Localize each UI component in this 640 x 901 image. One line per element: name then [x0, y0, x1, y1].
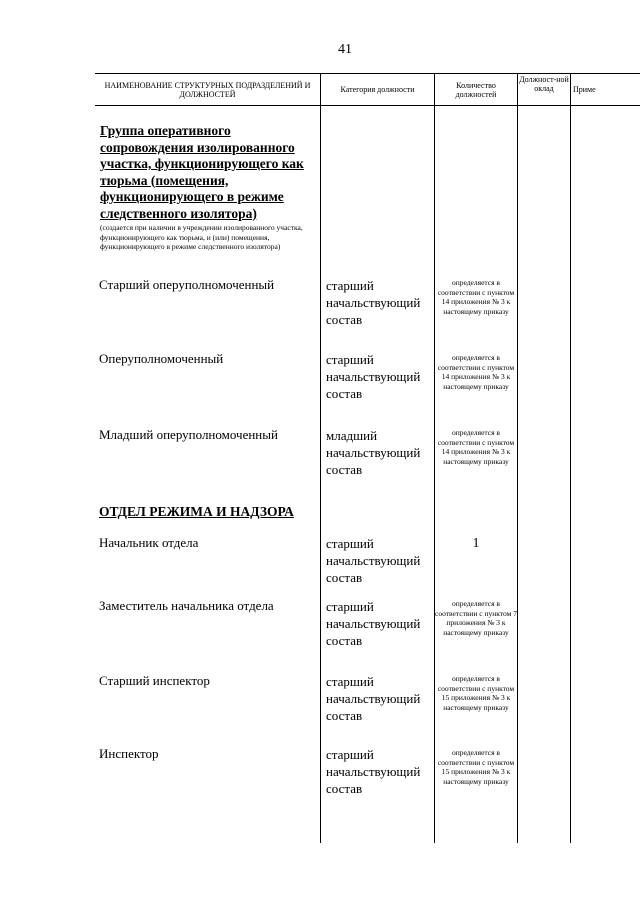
header-category: Категория должности [340, 85, 415, 94]
header-count: Количество должностей [455, 81, 497, 99]
col-divider-salary [517, 73, 518, 843]
group-note: (создается при наличии в учреждении изолированного участка, функционирующего как тюрьма, и (или) помещения, функционирующего в режиме следственного изолятора) [100, 223, 303, 252]
header-salary: Должност-ной оклад [519, 75, 569, 93]
row-category: старший начальствующий состав [326, 352, 421, 401]
group-title: Группа оперативного сопровождения изолированного участка, функционирующего как тюрьма (помещения, функционирующего в режиме следственного изолятора) [100, 123, 304, 221]
col-divider-category [320, 73, 321, 843]
row-name: Оперуполномоченный [99, 351, 224, 366]
row-count: определяется в соответствии с пунктом 15 приложения № 3 к настоящему приказу [437, 748, 515, 786]
row-category: старший начальствующий состав [326, 747, 421, 796]
page-number: 41 [338, 42, 352, 57]
row-name: Начальник отдела [99, 535, 199, 550]
row-count: определяется в соответствии с пунктом 7 приложения № 3 к настоящему приказу [435, 599, 517, 637]
staff-table [95, 73, 640, 843]
col-divider-note [570, 73, 571, 843]
row-name: Старший оперуполномоченный [99, 277, 275, 292]
row-category: младший начальствующий состав [326, 428, 421, 477]
table-top-border [95, 73, 640, 74]
header-name: НАИМЕНОВАНИЕ СТРУКТУРНЫХ ПОДРАЗДЕЛЕНИЙ И ДОЛЖНОСТЕЙ [104, 81, 311, 99]
row-count: 1 [472, 536, 480, 551]
row-name: Инспектор [99, 746, 159, 761]
row-count: определяется в соответствии с пунктом 14 приложения № 3 к настоящему приказу [437, 353, 515, 391]
row-count: определяется в соответствии с пунктом 14 приложения № 3 к настоящему приказу [437, 278, 515, 316]
row-name: Заместитель начальника отдела [99, 598, 274, 613]
row-category: старший начальствующий состав [326, 674, 421, 723]
row-category: старший начальствующий состав [326, 278, 421, 327]
header-note: Приме [573, 85, 596, 94]
row-name: Старший инспектор [99, 673, 210, 688]
header-bottom-border [95, 105, 640, 106]
row-category: старший начальствующий состав [326, 536, 421, 585]
row-count: определяется в соответствии с пунктом 14 приложения № 3 к настоящему приказу [437, 428, 515, 466]
row-count: определяется в соответствии с пунктом 15 приложения № 3 к настоящему приказу [437, 674, 515, 712]
row-name: Младший оперуполномоченный [99, 427, 278, 442]
section-title: ОТДЕЛ РЕЖИМА И НАДЗОРА [99, 504, 294, 519]
row-category: старший начальствующий состав [326, 599, 421, 648]
